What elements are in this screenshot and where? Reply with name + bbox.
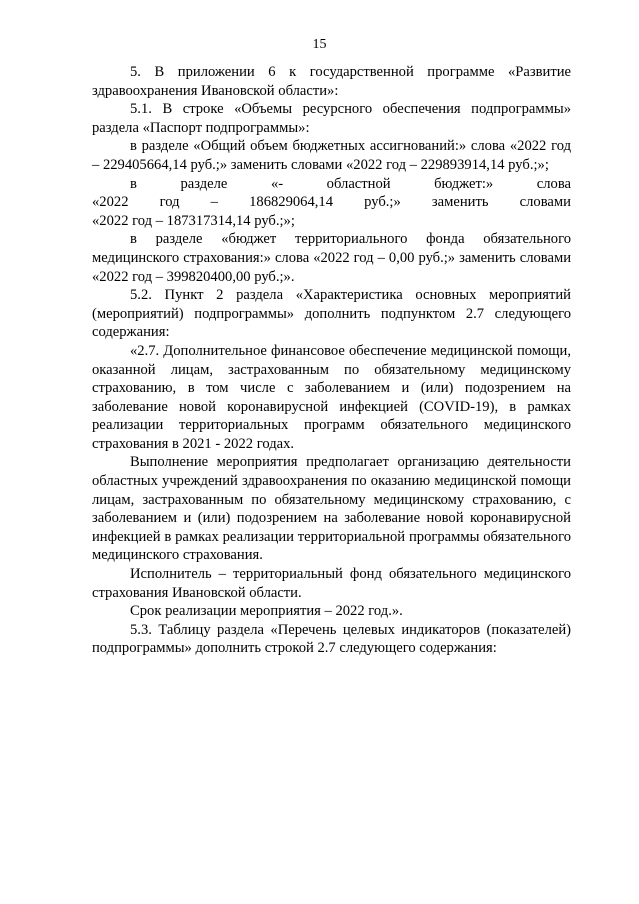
- word: –: [210, 194, 218, 211]
- paragraph-implementation: Выполнение мероприятия предполагает организацию деятельности областных учреждений здравоохранения по оказанию медицинской помощи лицам, застрахованным по обязательному медицинскому страхованию, с заболеванием и (или) подозрением на заболевание новой коронавирусной инфекцией в рамках реализации территориальной программы обязательного медицинского страхования.: [92, 454, 571, 564]
- word: слова: [536, 175, 571, 192]
- page-number: 15: [312, 37, 327, 52]
- word: год: [159, 194, 180, 211]
- paragraph-5-3: 5.3. Таблицу раздела «Перечень целевых индикаторов (показателей) подпрограммы» дополнить строкой 2.7 следующего содержания:: [92, 621, 571, 657]
- paragraph-total-allocations: в разделе «Общий объем бюджетных ассигнований:» слова «2022 год – 229405664,14 руб.;» заменить словами «2022 год – 229893914,14 руб.;»;: [92, 138, 571, 173]
- word: словами: [519, 194, 571, 211]
- paragraph-tfoms-budget: в разделе «бюджет территориального фонда обязательного медицинского страхования:» слова «2022 год – 0,00 руб.;» заменить словами «2022 год – 399820400,00 руб.;».: [92, 231, 571, 285]
- paragraph-executor: Исполнитель – территориальный фонд обязательного медицинского страхования Ивановской области.: [92, 566, 571, 601]
- word: в: [130, 175, 137, 192]
- regional-budget-line-1: [92, 175, 571, 194]
- paragraph-regional-budget: [92, 175, 571, 231]
- word: «-: [270, 175, 284, 192]
- word: бюджет:»: [434, 175, 494, 192]
- word: заменить: [431, 194, 489, 211]
- word: «2022: [92, 194, 129, 211]
- regional-budget-line-3: «2022 год – 187317314,14 руб.;»;: [92, 212, 295, 229]
- word: разделе: [180, 175, 228, 192]
- paragraph-2-7: «2.7. Дополнительное финансовое обеспечение медицинской помощи, оказанной лицам, застрахованным по обязательному медицинскому страхованию, в том числе с заболеванием и (или) подозрением на заболевание новой коронавирусной инфекцией (COVID-19), в рамках реализации территориальных программ обязательного медицинского страхования в 2021 - 2022 годах.: [92, 342, 571, 452]
- paragraph-5-2: 5.2. Пункт 2 раздела «Характеристика основных мероприятий (мероприятий) подпрограммы» дополнить подпунктом 2.7 следующего содержания:: [92, 287, 571, 341]
- word: 186829064,14: [249, 194, 334, 211]
- paragraph-5-1: 5.1. В строке «Объемы ресурсного обеспечения подпрограммы» раздела «Паспорт подпрограммы»:: [92, 101, 571, 136]
- document-body: [92, 63, 571, 658]
- word: руб.;»: [364, 194, 401, 211]
- paragraph-deadline: Срок реализации мероприятия – 2022 год.».: [130, 603, 403, 620]
- regional-budget-line-2: [92, 193, 571, 212]
- word: областной: [326, 175, 391, 192]
- paragraph-5: 5. В приложении 6 к государственной программе «Развитие здравоохранения Ивановской области»:: [92, 64, 571, 99]
